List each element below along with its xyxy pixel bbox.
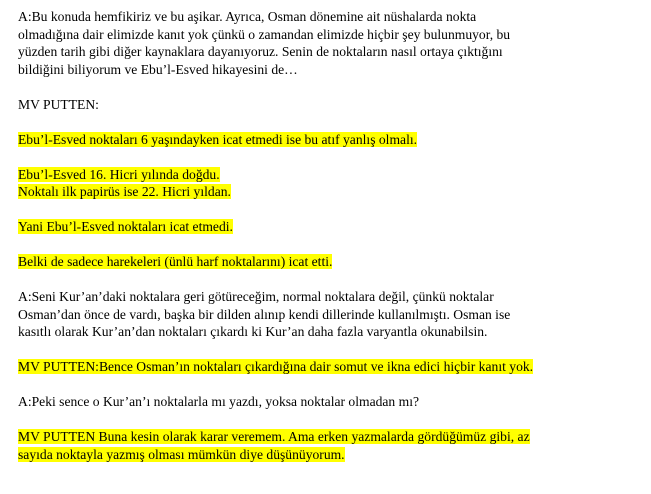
paragraph-question [18,393,642,411]
paragraph-spacer [18,78,642,96]
highlighted-text: Belki de sadece harekeleri (ünlü harf noktalarını) icat etti. [18,254,333,269]
paragraph-highlighted [18,166,642,201]
highlighted-text: Noktalı ilk papirüs ise 22. Hicri yıldan. [18,184,231,199]
paragraph-highlighted [18,218,642,236]
paragraph-spacer [18,148,642,166]
highlighted-text: MV PUTTEN:Bence Osman’ın noktaları çıkardığına dair somut ve ikna edici hiçbir kanıt yok. [18,359,534,374]
paragraph-highlighted [18,131,642,149]
highlighted-text: Ebu’l-Esved 16. Hicri yılında doğdu. [18,166,220,182]
paragraph-highlighted [18,253,642,271]
paragraph-spacer [18,113,642,131]
text-line: bildiğini biliyorum ve Ebu’l-Esved hikayesini de… [18,61,298,77]
paragraph-spacer [18,271,642,289]
text-line: A:Seni Kur’an’daki noktalara geri götüreceğim, normal noktalara değil, çünkü noktalar [18,289,494,304]
highlighted-text: Yani Ebu’l-Esved noktaları icat etmedi. [18,219,233,234]
paragraph-intro [18,8,642,78]
text-line: kasıtlı olarak Kur’an’dan noktaları çıkardı ki Kur’an daha fazla varyantla okunabilsin. [18,324,488,339]
paragraph-spacer [18,236,642,254]
paragraph-question [18,288,642,341]
paragraph-spacer [18,411,642,429]
document-body [18,8,642,463]
text-line: yüzden tarih gibi diğer kaynaklara dayanıyoruz. Senin de noktaların nasıl ortaya çıktığını [18,44,503,59]
paragraph-highlighted [18,428,642,463]
speaker-label [18,96,642,114]
text-line: A:Peki sence o Kur’an’ı noktalarla mı yazdı, yoksa noktalar olmadan mı? [18,394,420,409]
paragraph-highlighted [18,358,642,376]
paragraph-spacer [18,376,642,394]
highlighted-text: sayıda noktayla yazmış olması mümkün diye düşünüyorum. [18,446,345,462]
text-line: A:Bu konuda hemfikiriz ve bu aşikar. Ayrıca, Osman dönemine ait nüshalarda nokta [18,9,477,24]
paragraph-spacer [18,201,642,219]
highlighted-text: MV PUTTEN Buna kesin olarak karar veremem. Ama erken yazmalarda gördüğümüz gibi, az [18,429,530,444]
highlighted-text: Ebu’l-Esved noktaları 6 yaşındayken icat etmedi ise bu atıf yanlış olmalı. [18,131,418,147]
paragraph-spacer [18,341,642,359]
text-line: MV PUTTEN: [18,96,99,112]
text-line: olmadığına dair elimizde kanıt yok çünkü o zamandan elimizde hiçbir şey bulunmuyor, bu [18,26,511,42]
text-line: Osman’dan önce de vardı, başka bir dilden alınıp kendi dillerinde kullanılmıştı. Osman ise [18,306,511,322]
